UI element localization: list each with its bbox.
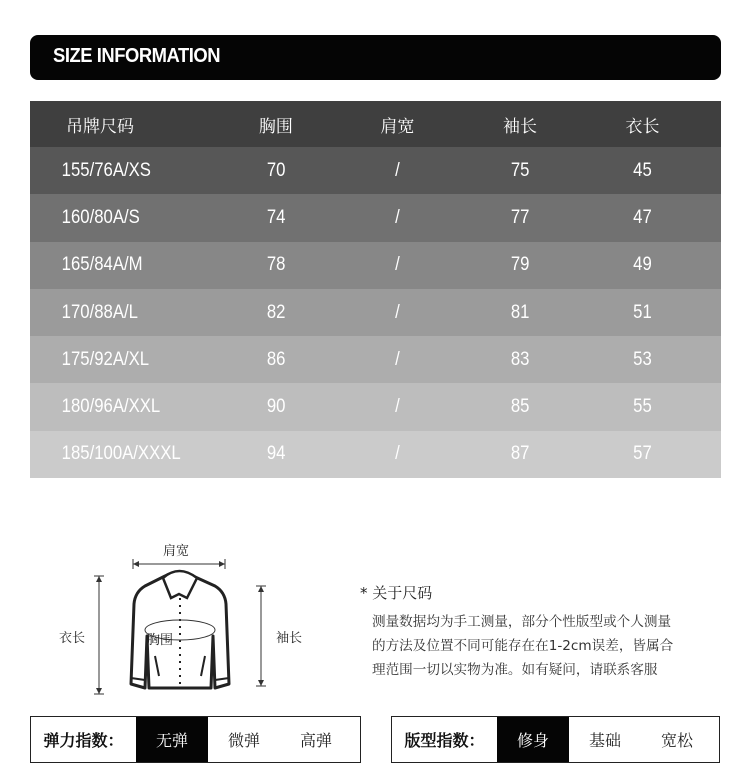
shoulder-label: 肩宽 bbox=[163, 540, 189, 559]
length-cell: 55 bbox=[633, 396, 652, 418]
chest-cell: 90 bbox=[266, 396, 286, 418]
fit-label: 版型指数： bbox=[404, 731, 485, 750]
section-title: SIZE INFORMATION bbox=[53, 45, 221, 67]
elasticity-label: 弹力指数： bbox=[43, 731, 124, 750]
chest-cell: 74 bbox=[266, 206, 286, 228]
size-note-line: 理范围一切以实物为准。如有疑问，请联系客服 bbox=[372, 662, 658, 678]
table-row bbox=[30, 147, 721, 194]
length-cell: 47 bbox=[633, 206, 652, 228]
fit-option-slim: 修身 bbox=[497, 717, 569, 762]
table-row bbox=[30, 194, 721, 241]
garment-diagram bbox=[55, 538, 335, 708]
elasticity-index bbox=[30, 716, 361, 763]
shoulder-cell: / bbox=[395, 396, 400, 418]
size-cell: 170/88A/L bbox=[61, 301, 138, 323]
section-title-bar bbox=[30, 35, 721, 80]
shoulder-cell: / bbox=[395, 159, 400, 181]
header-shoulder: 肩宽 bbox=[380, 116, 415, 137]
table-row bbox=[30, 336, 721, 383]
length-cell: 57 bbox=[633, 443, 652, 465]
length-cell: 51 bbox=[633, 301, 652, 323]
length-cell: 45 bbox=[633, 159, 652, 181]
length-label: 衣长 bbox=[59, 627, 85, 646]
header-sleeve: 袖长 bbox=[502, 116, 537, 137]
elasticity-option-none: 无弹 bbox=[136, 717, 208, 762]
shoulder-cell: / bbox=[395, 206, 400, 228]
shoulder-cell: / bbox=[395, 348, 400, 370]
table-row bbox=[30, 383, 721, 430]
chest-cell: 78 bbox=[266, 254, 286, 276]
length-cell: 49 bbox=[633, 254, 652, 276]
elasticity-option-high: 高弹 bbox=[299, 731, 332, 750]
header-chest: 胸围 bbox=[258, 116, 293, 137]
elasticity-option-slight: 微弹 bbox=[227, 731, 260, 750]
sleeve-label: 袖长 bbox=[276, 627, 302, 646]
header-size: 吊牌尺码 bbox=[66, 116, 134, 137]
size-table bbox=[30, 101, 721, 478]
chest-cell: 94 bbox=[266, 443, 286, 465]
chest-label: 胸围 bbox=[147, 633, 174, 648]
size-cell: 175/92A/XL bbox=[61, 348, 150, 370]
chest-cell: 82 bbox=[266, 301, 286, 323]
chest-cell: 70 bbox=[266, 159, 286, 181]
table-header-row bbox=[30, 101, 721, 147]
size-note-line: 的方法及位置不同可能存在在1-2cm误差，皆属合 bbox=[372, 638, 674, 654]
table-body bbox=[30, 147, 721, 478]
fit-option-loose: 宽松 bbox=[660, 731, 693, 750]
sleeve-cell: 77 bbox=[510, 206, 530, 228]
sleeve-cell: 87 bbox=[510, 443, 530, 465]
size-note-title: * 关于尺码 bbox=[360, 584, 433, 602]
fit-option-regular: 基础 bbox=[588, 731, 621, 750]
shoulder-cell: / bbox=[395, 443, 400, 465]
size-cell: 165/84A/M bbox=[61, 254, 143, 276]
sleeve-cell: 79 bbox=[510, 254, 530, 276]
size-cell: 180/96A/XXL bbox=[61, 396, 161, 418]
table-row bbox=[30, 289, 721, 336]
fit-index bbox=[391, 716, 720, 763]
size-note-line: 测量数据均为手工测量，部分个性版型或个人测量 bbox=[372, 614, 672, 630]
sleeve-cell: 81 bbox=[510, 301, 530, 323]
chest-cell: 86 bbox=[266, 348, 286, 370]
size-cell: 155/76A/XS bbox=[61, 159, 151, 181]
size-cell: 160/80A/S bbox=[61, 206, 140, 228]
shoulder-cell: / bbox=[395, 301, 400, 323]
hoodie-illustration bbox=[55, 538, 335, 708]
sleeve-cell: 83 bbox=[510, 348, 530, 370]
table-row bbox=[30, 431, 721, 478]
header-length: 衣长 bbox=[625, 116, 660, 137]
sleeve-cell: 75 bbox=[510, 159, 530, 181]
table-row bbox=[30, 242, 721, 289]
shoulder-cell: / bbox=[395, 254, 400, 276]
size-cell: 185/100A/XXXL bbox=[61, 443, 181, 465]
sleeve-cell: 85 bbox=[510, 396, 530, 418]
length-cell: 53 bbox=[633, 348, 652, 370]
